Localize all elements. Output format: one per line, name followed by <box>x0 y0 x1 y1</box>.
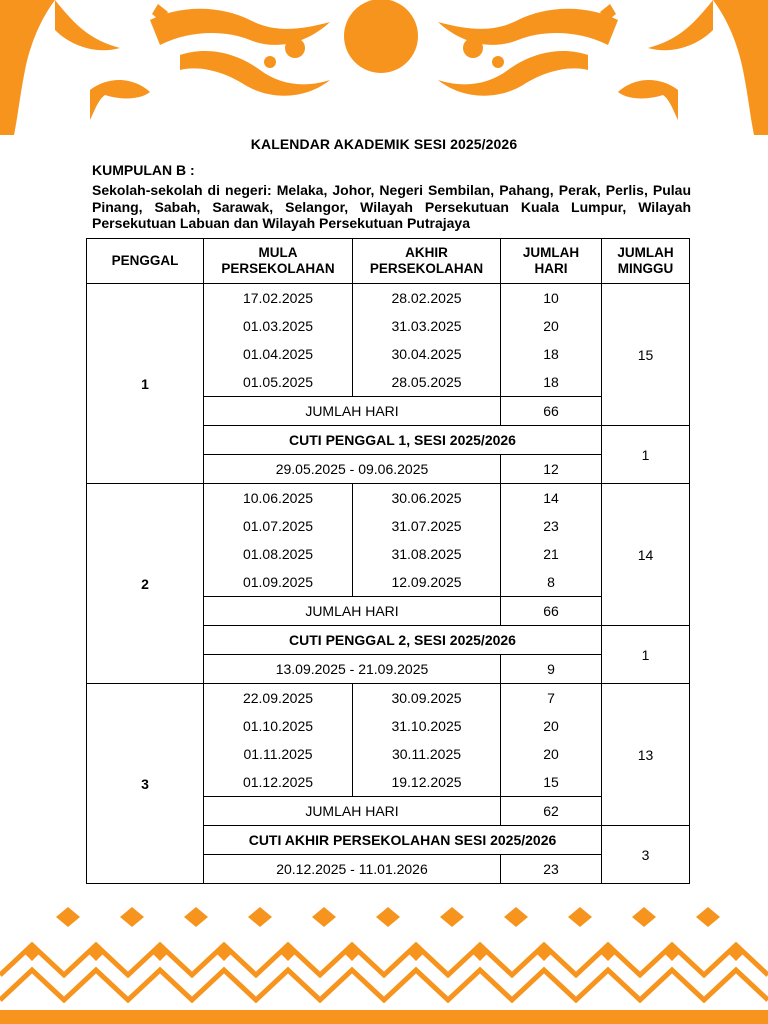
table-row <box>87 284 690 313</box>
break-days: 9 <box>501 655 602 684</box>
end-date: 31.08.2025 <box>353 540 501 568</box>
start-date: 01.07.2025 <box>204 512 353 540</box>
break-weeks: 3 <box>602 826 690 884</box>
start-date: 01.05.2025 <box>204 368 353 397</box>
total-days: 66 <box>501 397 602 426</box>
header-days: JUMLAH HARI <box>501 239 602 284</box>
total-label: JUMLAH HARI <box>204 597 501 626</box>
end-date: 31.10.2025 <box>353 712 501 740</box>
end-date: 28.02.2025 <box>353 284 501 313</box>
start-date: 01.04.2025 <box>204 340 353 368</box>
top-ornament <box>0 0 768 140</box>
day-count: 20 <box>501 312 602 340</box>
start-date: 01.12.2025 <box>204 768 353 797</box>
start-date: 10.06.2025 <box>204 484 353 513</box>
break-weeks: 1 <box>602 426 690 484</box>
break-days: 12 <box>501 455 602 484</box>
term-cell: 1 <box>87 284 204 484</box>
day-count: 21 <box>501 540 602 568</box>
academic-calendar-table <box>86 238 690 884</box>
header-weeks: JUMLAH MINGGU <box>602 239 690 284</box>
day-count: 15 <box>501 768 602 797</box>
day-count: 18 <box>501 368 602 397</box>
total-days: 66 <box>501 597 602 626</box>
table-row <box>87 684 690 713</box>
week-count: 13 <box>602 684 690 826</box>
break-range: 13.09.2025 - 21.09.2025 <box>204 655 501 684</box>
break-title: CUTI PENGGAL 2, SESI 2025/2026 <box>204 626 602 655</box>
end-date: 30.06.2025 <box>353 484 501 513</box>
end-date: 19.12.2025 <box>353 768 501 797</box>
start-date: 01.08.2025 <box>204 540 353 568</box>
total-label: JUMLAH HARI <box>204 797 501 826</box>
header-row <box>87 239 690 284</box>
start-date: 01.09.2025 <box>204 568 353 597</box>
page-title: KALENDAR AKADEMIK SESI 2025/2026 <box>250 136 518 152</box>
break-title: CUTI AKHIR PERSEKOLAHAN SESI 2025/2026 <box>204 826 602 855</box>
day-count: 20 <box>501 740 602 768</box>
header-end: AKHIR PERSEKOLAHAN <box>353 239 501 284</box>
day-count: 23 <box>501 512 602 540</box>
header-start: MULA PERSEKOLAHAN <box>204 239 353 284</box>
end-date: 30.04.2025 <box>353 340 501 368</box>
break-title: CUTI PENGGAL 1, SESI 2025/2026 <box>204 426 602 455</box>
bottom-ornament <box>0 905 768 1024</box>
end-date: 31.07.2025 <box>353 512 501 540</box>
table-row <box>87 484 690 513</box>
week-count: 15 <box>602 284 690 426</box>
start-date: 01.10.2025 <box>204 712 353 740</box>
group-label: KUMPULAN B : <box>92 162 195 178</box>
day-count: 10 <box>501 284 602 313</box>
start-date: 01.11.2025 <box>204 740 353 768</box>
break-range: 29.05.2025 - 09.06.2025 <box>204 455 501 484</box>
break-weeks: 1 <box>602 626 690 684</box>
header-term: PENGGAL <box>87 239 204 284</box>
day-count: 20 <box>501 712 602 740</box>
day-count: 18 <box>501 340 602 368</box>
start-date: 17.02.2025 <box>204 284 353 313</box>
break-days: 23 <box>501 855 602 884</box>
end-date: 31.03.2025 <box>353 312 501 340</box>
end-date: 12.09.2025 <box>353 568 501 597</box>
total-days: 62 <box>501 797 602 826</box>
week-count: 14 <box>602 484 690 626</box>
term-cell: 2 <box>87 484 204 684</box>
states-description: Sekolah-sekolah di negeri: Melaka, Johor, Negeri Sembilan, Pahang, Perak, Perlis, Pulau Pinang, Sabah, Sarawak, Selangor, Wilayah Persekutuan Kuala Lumpur, Wilayah Persekutuan Labuan dan Wilayah Persekutuan Putrajaya <box>92 182 691 231</box>
start-date: 22.09.2025 <box>204 684 353 713</box>
break-range: 20.12.2025 - 11.01.2026 <box>204 855 501 884</box>
term-cell: 3 <box>87 684 204 884</box>
day-count: 7 <box>501 684 602 713</box>
end-date: 30.09.2025 <box>353 684 501 713</box>
start-date: 01.03.2025 <box>204 312 353 340</box>
end-date: 30.11.2025 <box>353 740 501 768</box>
day-count: 14 <box>501 484 602 513</box>
end-date: 28.05.2025 <box>353 368 501 397</box>
total-label: JUMLAH HARI <box>204 397 501 426</box>
day-count: 8 <box>501 568 602 597</box>
